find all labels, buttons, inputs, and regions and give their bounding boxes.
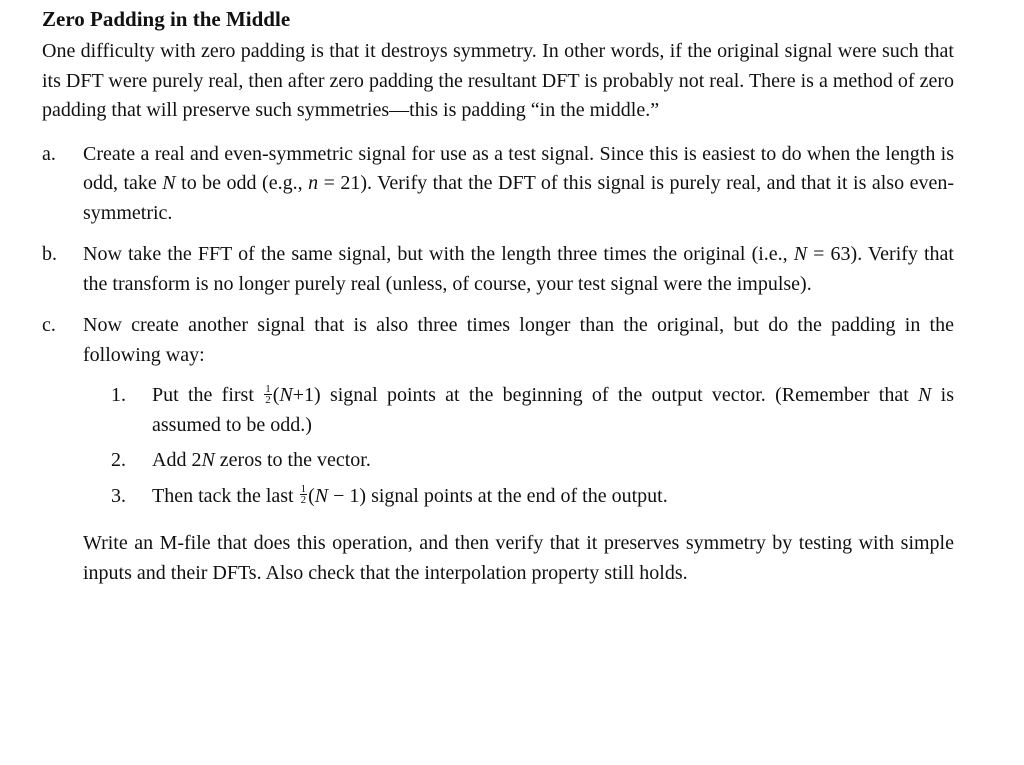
step-1: [111, 381, 954, 440]
document-page: [42, 4, 954, 588]
exercise-list: [42, 140, 954, 518]
step-3: [111, 482, 954, 512]
step-text: Then tack the last $\frac{1}{2}$ (N − 1) signal points at the end of the output.: [152, 483, 668, 507]
closing-paragraph: Write an M-file that does this operation, and then verify that it preserves symmetry by testing with simple inputs and their DFTs. Also check that the interpolation property still holds.: [83, 532, 954, 584]
exercise-item-c: [42, 311, 954, 517]
item-label: b.: [42, 243, 57, 265]
step-text: Put the first $\frac{1}{2}$ (N+1) signal points at the beginning of the output vector. (Remember that N is assumed to be odd.): [152, 382, 954, 436]
step-list: [111, 381, 954, 511]
intro-paragraph: One difficulty with zero padding is that it destroys symmetry. In other words, if the original signal were such that its DFT were purely real, then after zero padding the resultant DFT is probably not real. There is a method of zero padding that will preserve such symmetries—this is padding “in the middle.”: [42, 40, 954, 121]
step-number: 1.: [111, 384, 126, 406]
item-text: Now create another signal that is also three times longer than the original, but do the padding in the following way: 1. Put the first $\frac{1}{2}$ (N+1) signal points at the beginning of the output vector. (Remember that N is assumed to be odd.) 2. Add 2N zeros to the vector. 3. Then tack the last $\frac{1}{2}$ (N − 1) signal points at the end of the output.: [83, 311, 954, 517]
item-text: Create a real and even-symmetric signal for use as a test signal. Since this is easiest to do when the length is odd, take N to be odd (e.g., n = 21). Verify that the DFT of this signal is purely real, and that it is also even-symmetric.: [83, 142, 954, 224]
fraction-one-half: $\frac{1}{2}$: [265, 382, 271, 406]
fraction-one-half: $\frac{1}{2}$: [300, 483, 307, 507]
step-2: [111, 446, 954, 476]
exercise-item-a: [42, 140, 954, 229]
item-text: Now take the FFT of the same signal, but with the length three times the original (i.e., N = 63). Verify that the transform is no longer purely real (unless, of course, your test signal were the impulse).: [83, 243, 954, 295]
step-number: 2.: [111, 449, 126, 471]
item-label: c.: [42, 314, 56, 336]
step-number: 3.: [111, 484, 126, 507]
item-label: a.: [42, 142, 56, 165]
step-text: Add 2N zeros to the vector.: [152, 449, 371, 471]
section-title: Zero Padding in the Middle: [42, 7, 291, 31]
exercise-item-b: [42, 240, 954, 299]
